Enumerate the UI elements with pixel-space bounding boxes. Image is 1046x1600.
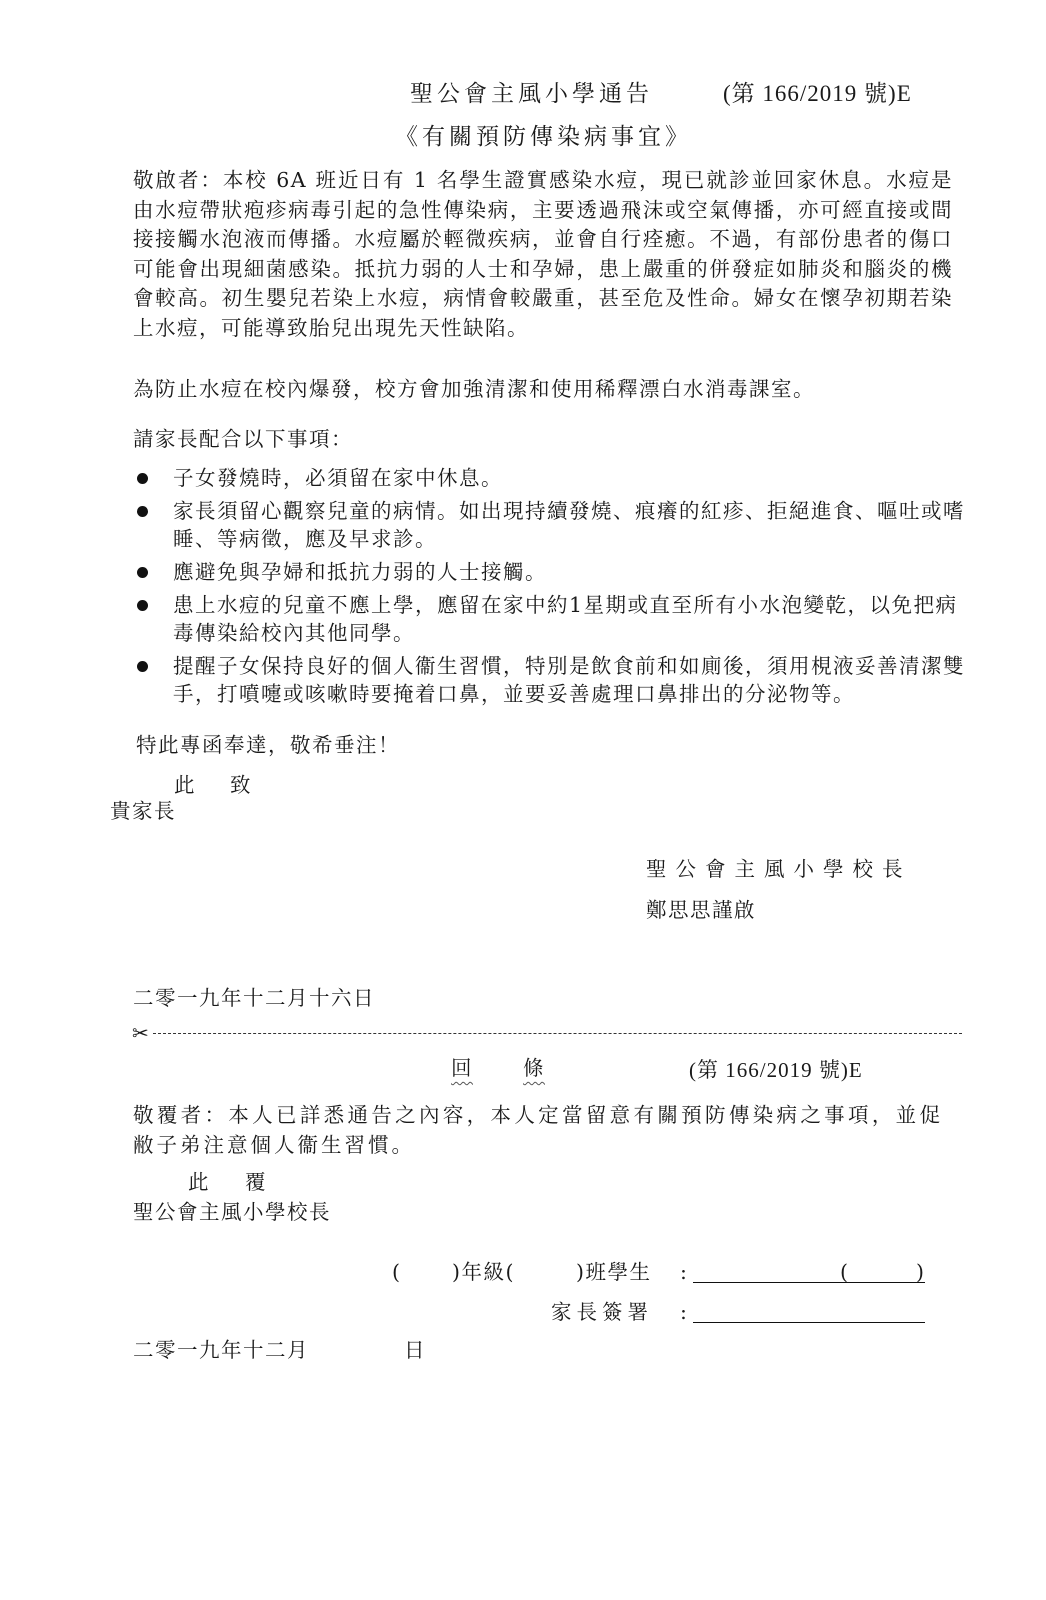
cut-line	[132, 1023, 962, 1043]
student-colon: :	[680, 1260, 689, 1284]
notice-number: (第 166/2019 號)E	[723, 81, 912, 106]
body-paragraph-1: 敬啟者：本校 6A 班近日有 1 名學生證實感染水痘，現已就診並回家休息。水痘是由水痘帶狀疱疹病毒引起的急性傳染病，主要透過飛沫或空氣傳播，亦可經直接或間接接觸水泡液而傳播。水痘屬於輕微疾病，並會自行痊癒。不過，有部份患者的傷口可能會出現細菌感染。抵抗力弱的人士和孕婦，患上嚴重的併發症如肺炎和腦炎的機會較高。初生嬰兒若染上水痘，病情會較嚴重，甚至危及性命。婦女在懷孕初期若染上水痘，可能導致胎兒出現先天性缺陷。	[133, 168, 953, 340]
reply-ci: 此	[188, 1170, 210, 1194]
list-item: 提醒子女保持良好的個人衞生習慣，特別是飲食前和如廁後，須用梘液妥善清潔雙手，打噴嚏或咳嗽時要掩着口鼻，並要妥善處理口鼻排出的分泌物等。	[133, 652, 973, 708]
list-item: 患上水痘的兒童不應上學，應留在家中約1星期或直至所有小水泡變乾，以免把病毒傳染給校內其他同學。	[133, 591, 973, 647]
parent-sign-label: 家長簽署	[551, 1300, 653, 1324]
notice-date: 二零一九年十二月十六日	[133, 986, 375, 1010]
salutation-ci: 此	[174, 773, 196, 797]
bullet-icon	[137, 600, 148, 611]
reply-text: 敬覆者：本人已詳悉通告之內容，本人定當留意有關預防傳染病之事項，並促敝子弟注意個人衞生習慣。	[133, 1103, 943, 1157]
bullet-icon	[137, 473, 148, 484]
scissors-icon: ✂	[132, 1021, 149, 1045]
list-item: 應避免與孕婦和抵抗力弱的人士接觸。	[133, 558, 973, 586]
reply-fu: 覆	[245, 1170, 267, 1194]
reply-title-tiao: 條	[523, 1056, 545, 1080]
signature-org: 聖公會主風小學校長	[646, 857, 912, 881]
list-item: 家長須留心觀察兒童的病情。如出現持續發燒、痕癢的紅疹、拒絕進食、嘔吐或嗜睡、等病徵，應及早求診。	[133, 497, 973, 553]
salutation-zhi: 致	[230, 773, 252, 797]
dashed-divider	[153, 1033, 962, 1034]
class-no-close-paren: )	[916, 1260, 926, 1284]
reply-title-hui: 回	[451, 1056, 473, 1080]
body-paragraph-2: 為防止水痘在校內爆發，校方會加強清潔和使用稀釋漂白水消毒課室。	[133, 377, 815, 401]
signature-name: 鄭思思謹啟	[646, 898, 756, 922]
parent-sign-colon: :	[680, 1300, 689, 1324]
class-no-open-paren: (	[840, 1260, 850, 1284]
reply-title	[451, 1054, 545, 1084]
reply-addressee: 聖公會主風小學校長	[133, 1200, 331, 1224]
grade-label: )年級(	[452, 1260, 515, 1284]
reply-notice-number: (第 166/2019 號)E	[689, 1058, 863, 1082]
notice-title: 聖公會主風小學通告	[410, 81, 653, 107]
closing-line: 特此專函奉達，敬希垂注！	[136, 733, 400, 757]
reply-date-prefix: 二零一九年十二月	[133, 1338, 309, 1362]
bullet-icon	[137, 661, 148, 672]
bullet-icon	[137, 506, 148, 517]
student-name-field[interactable]	[693, 1262, 925, 1283]
list-item: 子女發燒時，必須留在家中休息。	[133, 464, 973, 492]
grade-open-paren: (	[392, 1260, 402, 1284]
bullet-icon	[137, 567, 148, 578]
reply-date-day: 日	[404, 1338, 426, 1362]
notice-subject: 《有關預防傳染病事宜》	[395, 124, 692, 150]
class-label: )班學生	[576, 1260, 652, 1284]
request-intro: 請家長配合以下事項：	[133, 427, 353, 451]
addressee: 貴家長	[110, 799, 176, 823]
request-list	[133, 464, 973, 713]
parent-signature-field[interactable]	[693, 1302, 925, 1323]
